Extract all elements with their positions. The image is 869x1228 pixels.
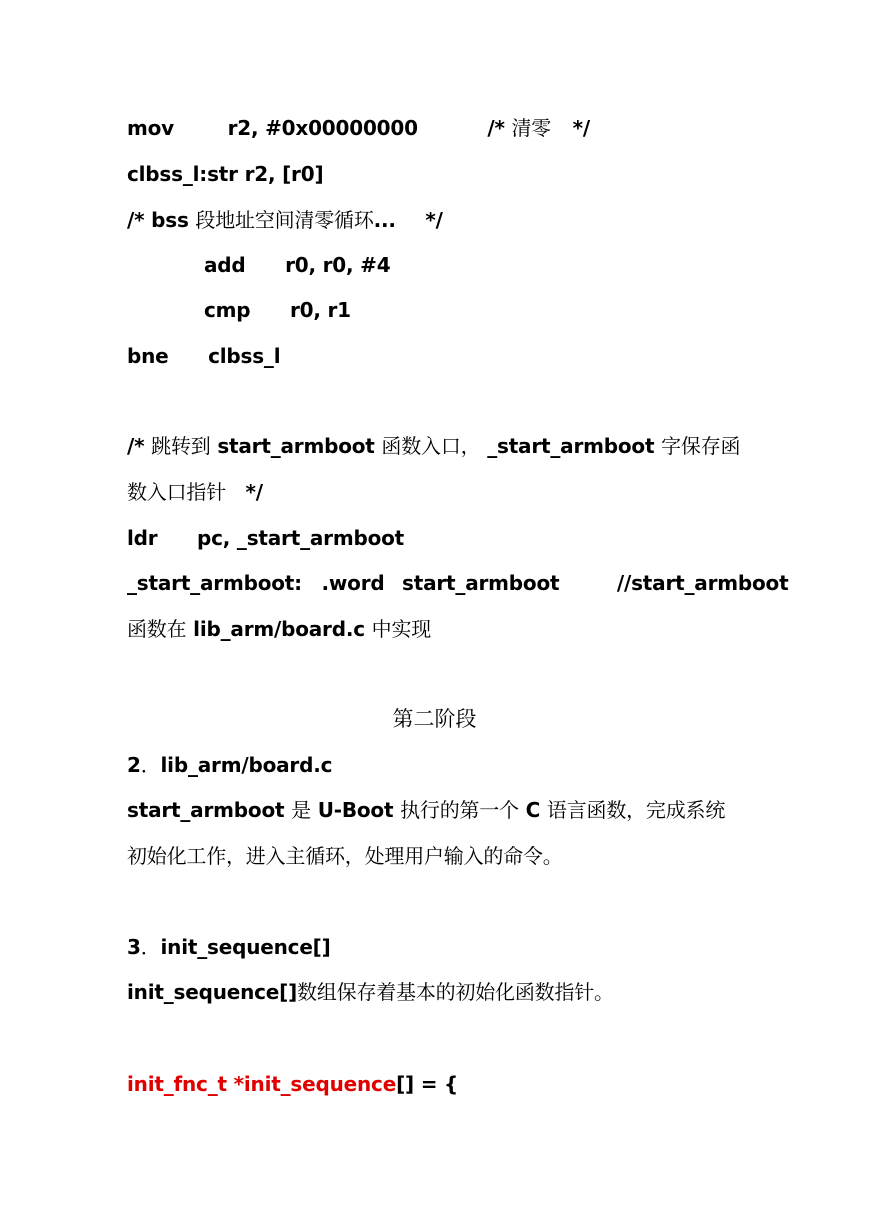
- comment-close: */: [572, 116, 590, 140]
- asm-args: pc, _start_armboot: [196, 526, 405, 550]
- array-name: init_sequence: [243, 1072, 397, 1096]
- asm-op: mov: [127, 116, 175, 140]
- comment-text: 函数入口，: [381, 434, 481, 458]
- asm-arg: start_armboot: [402, 571, 560, 595]
- function-name: start_armboot: [217, 434, 375, 458]
- file-path: lib_arm/board.c: [193, 617, 365, 641]
- asm-op: ldr: [127, 526, 158, 550]
- comment-text: 字保存函: [661, 434, 741, 458]
- section-title: init_sequence[]: [160, 935, 331, 959]
- section-separator: ．: [140, 935, 161, 959]
- asm-directive: .word: [321, 571, 385, 595]
- desc-text: 数组保存着基本的初始化函数指针。: [297, 980, 614, 1004]
- section-title: lib_arm/board.c: [160, 753, 333, 777]
- desc-text: 语言函数，完成系统: [546, 798, 726, 822]
- pointer-star: *: [233, 1072, 244, 1096]
- comment-dots: ...: [373, 208, 396, 232]
- code-line-add: [204, 253, 390, 277]
- comment-text: 段地址空间清零循环: [195, 208, 374, 232]
- asm-op: cmp: [204, 298, 251, 322]
- symbol-name: _start_armboot: [487, 434, 655, 458]
- asm-args: r2, #0x00000000: [227, 116, 418, 140]
- comment-text: 数入口指针: [127, 480, 226, 504]
- code-line-clbss: clbss_l:str r2, [r0]: [127, 162, 324, 186]
- asm-label: _start_armboot:: [127, 571, 302, 595]
- asm-op: bne: [127, 344, 169, 368]
- code-line-word: [127, 571, 788, 595]
- code-line-bne: [127, 344, 280, 368]
- section-2-desc-line-2: 初始化工作，进入主循环，处理用户输入的命令。: [127, 844, 563, 868]
- code-line-init-sequence: [127, 1072, 458, 1096]
- code-line-bss-comment: [127, 208, 443, 232]
- comment-close: */: [245, 480, 263, 504]
- product-name: U-Boot: [317, 798, 394, 822]
- comment-end: */: [425, 208, 443, 232]
- section-separator: ．: [140, 753, 161, 777]
- desc-text: 执行的第一个: [400, 798, 519, 822]
- asm-args: r0, r0, #4: [285, 253, 391, 277]
- function-name: start_armboot: [127, 798, 285, 822]
- asm-args: r0, r1: [289, 298, 351, 322]
- section-heading-2: [127, 753, 332, 777]
- code-line-cmp: [204, 298, 351, 322]
- comment-start: /* bss: [127, 208, 189, 232]
- comment-open: /*: [127, 434, 145, 458]
- comment-text: 跳转到: [151, 434, 211, 458]
- section-heading-3: [127, 935, 331, 959]
- inline-comment: //start_armboot: [616, 571, 789, 595]
- array-name: init_sequence[]: [127, 980, 298, 1004]
- code-line-wrap: [127, 617, 431, 641]
- asm-op: add: [204, 253, 246, 277]
- comment-open: /*: [487, 116, 505, 140]
- stage-title: 第二阶段: [392, 707, 477, 731]
- array-decl-rest: [] = {: [396, 1072, 459, 1096]
- code-line-ldr: [127, 526, 404, 550]
- desc-text: 是: [291, 798, 311, 822]
- comment-line-2: [127, 480, 263, 504]
- section-3-desc: [127, 980, 614, 1004]
- comment-line-1: [127, 434, 740, 458]
- type-name: init_fnc_t: [127, 1072, 227, 1096]
- wrap-text: 函数在: [127, 617, 187, 641]
- wrap-text: 中实现: [371, 617, 432, 641]
- asm-args: clbss_l: [208, 344, 281, 368]
- language-name: C: [525, 798, 541, 822]
- code-line-mov: [127, 116, 590, 140]
- section-number: 3: [127, 935, 141, 959]
- comment-text: 清零: [511, 116, 552, 140]
- section-2-desc-line-1: [127, 798, 725, 822]
- section-number: 2: [127, 753, 141, 777]
